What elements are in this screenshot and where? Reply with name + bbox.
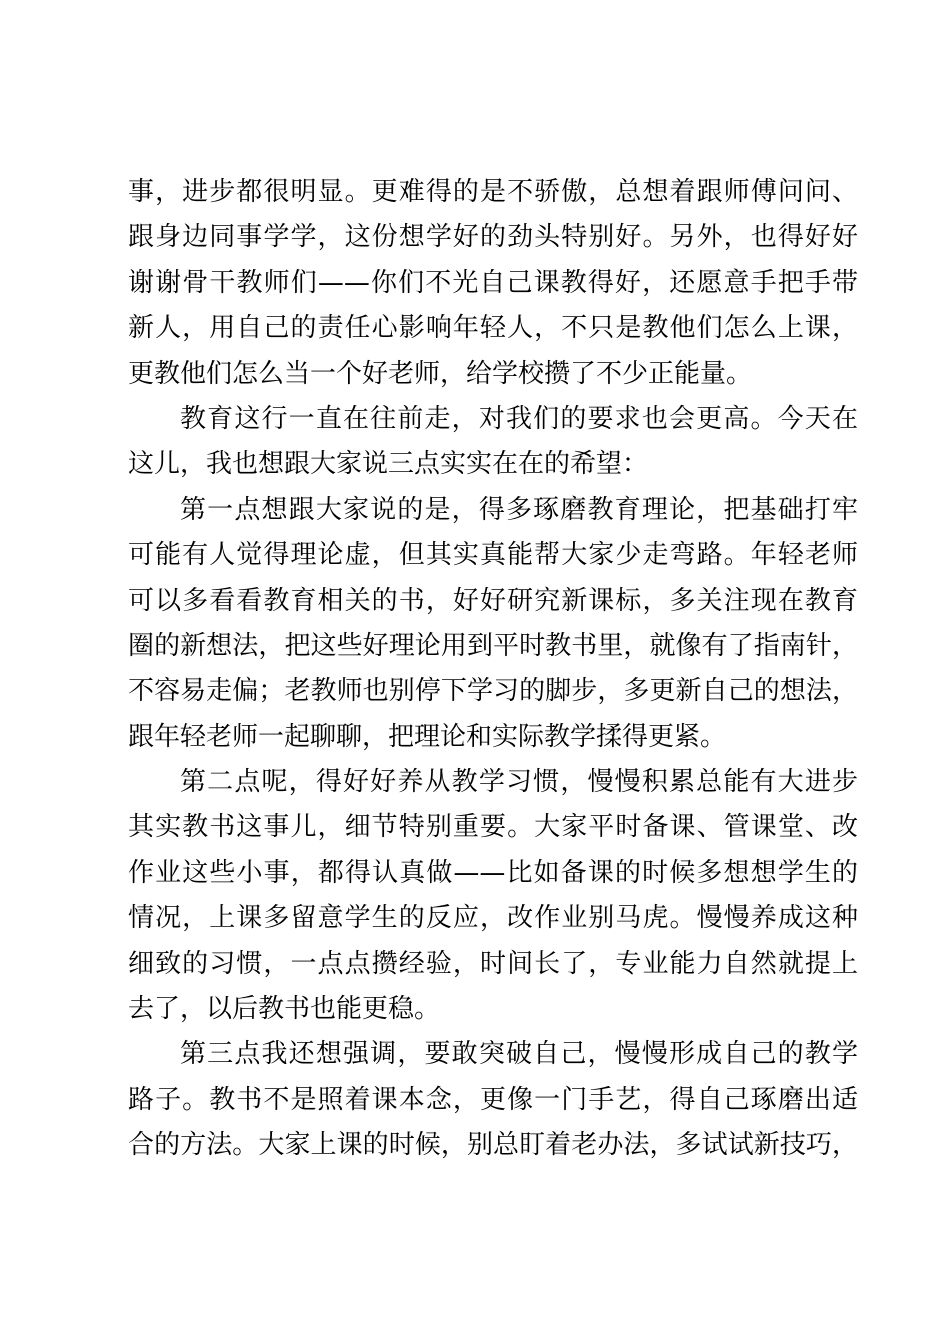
text-line: 作业这些小事，都得认真做——比如备课的时候多想想学生的	[128, 857, 858, 888]
text-line: 教育这行一直在往前走，对我们的要求也会更高。今天在	[180, 403, 858, 434]
text-line: 可以多看看教育相关的书，好好研究新课标，多关注现在教育	[128, 585, 858, 616]
text-line: 路子。教书不是照着课本念，更像一门手艺，得自己琢磨出适	[128, 1084, 858, 1115]
text-line: 可能有人觉得理论虚，但其实真能帮大家少走弯路。年轻老师	[128, 540, 858, 571]
text-line: 不容易走偏；老教师也别停下学习的脚步，多更新自己的想法，	[128, 676, 858, 707]
text-line: 跟身边同事学学，这份想学好的劲头特别好。另外，也得好好	[128, 222, 858, 253]
text-line: 新人，用自己的责任心影响年轻人，不只是教他们怎么上课，	[128, 313, 858, 344]
text-line: 更教他们怎么当一个好老师，给学校攒了不少正能量。	[128, 358, 753, 389]
text-line: 跟年轻老师一起聊聊，把理论和实际教学揉得更紧。	[128, 721, 727, 752]
text-line: 事，进步都很明显。更难得的是不骄傲，总想着跟师傅问问、	[128, 177, 858, 207]
text-line: 第二点呢，得好好养从教学习惯，慢慢积累总能有大进步	[180, 767, 858, 798]
text-line: 第三点我还想强调，要敢突破自己，慢慢形成自己的教学	[180, 1039, 858, 1070]
text-line: 去了，以后教书也能更稳。	[128, 994, 441, 1025]
text-line: 谢谢骨干教师们——你们不光自己课教得好，还愿意手把手带	[128, 267, 858, 298]
text-line: 情况，上课多留意学生的反应，改作业别马虎。慢慢养成这种	[128, 903, 858, 934]
text-line: 细致的习惯，一点点攒经验，时间长了，专业能力自然就提上	[128, 948, 858, 979]
text-line: 其实教书这事儿，细节特别重要。大家平时备课、管课堂、改	[128, 812, 858, 843]
text-line: 圈的新想法，把这些好理论用到平时教书里，就像有了指南针，	[128, 630, 858, 661]
body-text	[128, 170, 858, 1169]
text-line: 这儿，我也想跟大家说三点实实在在的希望：	[128, 449, 649, 480]
text-line: 合的方法。大家上课的时候，别总盯着老办法，多试试新技巧，	[128, 1130, 858, 1161]
text-line: 第一点想跟大家说的是，得多琢磨教育理论，把基础打牢	[180, 494, 858, 525]
